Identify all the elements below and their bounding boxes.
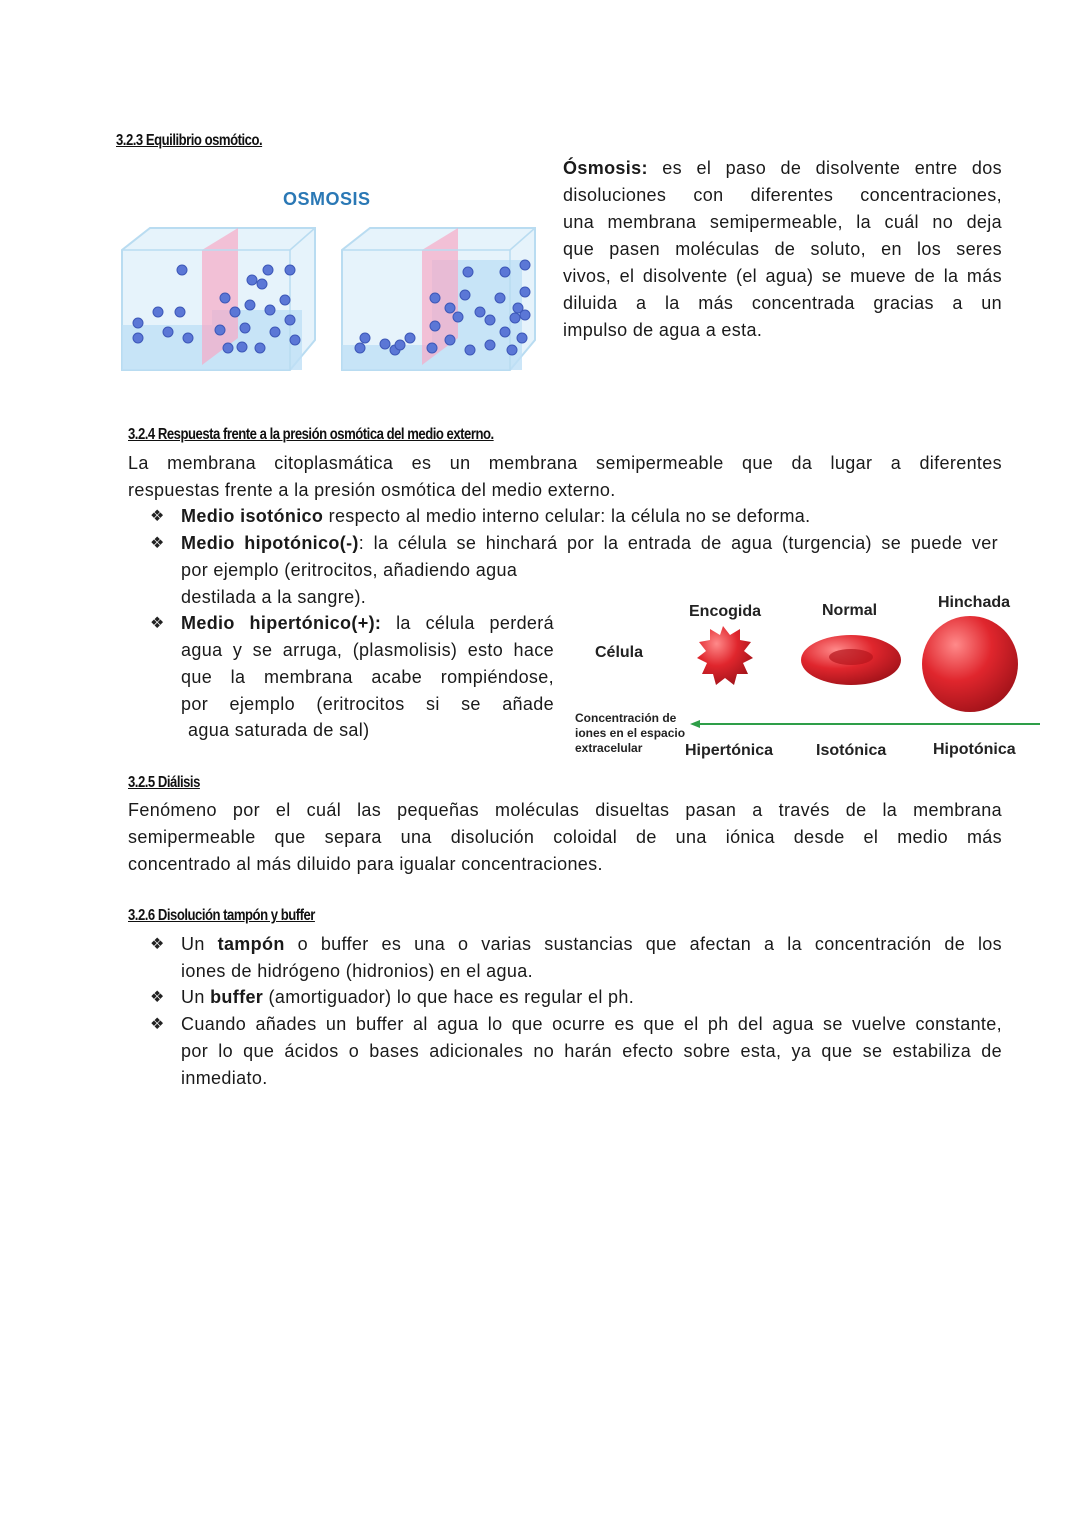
solute-particle — [280, 295, 290, 305]
solute-particle — [445, 335, 455, 345]
bold-term: buffer — [210, 987, 264, 1007]
text-segment: (amortiguador) lo que hace es regular el ph. — [263, 987, 635, 1007]
bullet-line — [188, 717, 369, 744]
solute-particle — [163, 327, 173, 337]
bold-term: tampón — [217, 934, 285, 954]
solute-particle — [475, 307, 485, 317]
text-segment: Un — [181, 987, 211, 1007]
solute-particle — [133, 318, 143, 328]
text-segment: la célula perderá — [381, 613, 554, 633]
solute-particle — [485, 340, 495, 350]
solute-particle — [465, 345, 475, 355]
osmosis-figure-title: OSMOSIS — [283, 189, 371, 209]
solute-particle — [270, 327, 280, 337]
text-segment: por ejemplo (eritrocitos si se añade — [181, 694, 554, 714]
bullet-line — [181, 931, 1002, 958]
text-segment: La membrana citoplasmática es un membrana semipermeable que da lugar a diferentes — [128, 453, 1002, 473]
solute-particle — [223, 343, 233, 353]
solute-particle — [263, 265, 273, 275]
text-segment: o buffer es una o varias sustancias que afectan a la concentración de los — [284, 934, 1003, 954]
text-segment: agua y se arruga, (plasmolisis) esto hace — [181, 640, 554, 660]
text-segment: disoluciones con diferentes concentraciones, — [563, 185, 1002, 205]
text-segment: vivos, el disolvente (el agua) se mueve de la más — [563, 266, 1002, 286]
text-segment: diluida a la más concentrada gracias a un — [563, 293, 1002, 313]
solute-particle — [257, 279, 267, 289]
paragraph-line — [128, 851, 603, 878]
text-segment: inmediato. — [181, 1068, 268, 1088]
axis-label-line: Concentración de — [575, 711, 677, 725]
diamond-bullet-icon: ❖ — [150, 936, 165, 953]
solute-particle — [290, 335, 300, 345]
text-segment: Cuando añades un buffer al agua lo que ocurre es que el ph del agua se vuelve constante, — [181, 1014, 1002, 1034]
solute-particle — [520, 260, 530, 270]
solute-particle — [380, 339, 390, 349]
solute-particle — [517, 333, 527, 343]
paragraph-line — [128, 797, 1002, 824]
text-segment: por ejemplo (eritrocitos, añadiendo agua — [181, 560, 518, 580]
bullet-line — [181, 958, 533, 985]
paragraph-line — [563, 209, 1002, 236]
text-segment: una membrana semipermeable, la cuál no deja — [563, 212, 1002, 232]
solute-particle — [500, 327, 510, 337]
diamond-bullet-icon: ❖ — [150, 508, 165, 525]
text-segment: es el paso de disolvente entre dos — [647, 158, 1002, 178]
solute-particle — [405, 333, 415, 343]
solute-particle — [360, 333, 370, 343]
axis-label-line: iones en el espacio — [575, 726, 686, 740]
paragraph-line — [128, 824, 1002, 851]
text-segment: iones de hidrógeno (hidronios) en el agua. — [181, 961, 533, 981]
paragraph-line — [563, 317, 762, 344]
diamond-bullet-icon: ❖ — [150, 1016, 165, 1033]
text-segment: Un — [181, 934, 218, 954]
solute-particle — [153, 307, 163, 317]
label-isotonic: Isotónica — [816, 742, 887, 759]
bold-term: Medio hipertónico(+): — [181, 613, 382, 633]
solute-particle — [485, 315, 495, 325]
solute-particle — [445, 303, 455, 313]
solute-particle — [220, 293, 230, 303]
osmosis-tank — [122, 228, 315, 370]
axis-label-line: extracelular — [575, 741, 643, 755]
cell-diagram — [570, 605, 1050, 735]
bold-term: Ósmosis: — [563, 158, 648, 178]
solute-particle — [177, 265, 187, 275]
solute-particle — [175, 307, 185, 317]
solute-particle — [215, 325, 225, 335]
bullet-line — [181, 1065, 268, 1092]
text-segment: : la célula se hinchará por la entrada de agua (turgencia) se puede ver — [358, 533, 998, 553]
text-segment: respecto al medio interno celular: la célula no se deforma. — [323, 506, 811, 526]
solute-particle — [520, 287, 530, 297]
osmosis-diagram — [110, 220, 550, 380]
section-heading-3-2-6: 3.2.6 Disolución tampón y buffer — [128, 907, 315, 924]
bullet-line — [181, 637, 554, 664]
label-normal: Normal — [822, 602, 878, 619]
solute-particle — [355, 343, 365, 353]
shrunk-cell-icon — [697, 626, 753, 685]
solute-particle — [230, 307, 240, 317]
text-segment: concentrado al más diluido para igualar concentraciones. — [128, 854, 603, 874]
paragraph-line — [128, 450, 1002, 477]
paragraph-line — [563, 263, 1002, 290]
bullet-line — [181, 1038, 1002, 1065]
bullet-line — [181, 530, 998, 557]
solute-particle — [460, 290, 470, 300]
paragraph-line — [128, 477, 616, 504]
bullet-line — [181, 1011, 1002, 1038]
bullet-line — [181, 610, 554, 637]
bullet-line — [181, 984, 634, 1011]
solute-particle — [255, 343, 265, 353]
text-segment: Fenómeno por el cuál las pequeñas moléculas disueltas pasan a través de la membrana — [128, 800, 1002, 820]
solute-particle — [430, 321, 440, 331]
solute-particle — [237, 342, 247, 352]
bullet-line — [181, 664, 554, 691]
bullet-line — [181, 557, 517, 584]
bullet-line — [181, 691, 554, 718]
label-shrunk: Encogida — [689, 603, 762, 620]
text-segment: que pasen moléculas de soluto, en los seres — [563, 239, 1002, 259]
solute-particle — [247, 275, 257, 285]
diamond-bullet-icon: ❖ — [150, 615, 165, 632]
paragraph-line — [563, 290, 1002, 317]
label-hypertonic: Hipertónica — [685, 742, 774, 759]
solute-particle — [427, 343, 437, 353]
solute-particle — [510, 313, 520, 323]
solute-particle — [285, 315, 295, 325]
diamond-bullet-icon: ❖ — [150, 989, 165, 1006]
osmosis-tank — [342, 228, 535, 370]
solute-particle — [507, 345, 517, 355]
section-heading-3-2-4: 3.2.4 Respuesta frente a la presión osmótica del medio externo. — [128, 426, 494, 443]
solute-particle — [500, 267, 510, 277]
solute-particle — [453, 312, 463, 322]
text-segment: destilada a la sangre). — [181, 587, 367, 607]
label-cell: Célula — [595, 644, 644, 661]
label-hypotonic: Hipotónica — [933, 741, 1016, 758]
solute-particle — [430, 293, 440, 303]
solute-particle — [463, 267, 473, 277]
solute-particle — [395, 340, 405, 350]
text-segment: que la membrana acabe rompiéndose, — [181, 667, 554, 687]
solute-particle — [520, 310, 530, 320]
text-segment: agua saturada de sal) — [188, 720, 370, 740]
solute-particle — [245, 300, 255, 310]
bullet-line — [181, 584, 366, 611]
section-heading-3-2-5: 3.2.5 Diálisis — [128, 774, 200, 791]
bold-term: Medio hipotónico(-) — [181, 533, 359, 553]
solute-particle — [495, 293, 505, 303]
normal-cell-icon — [801, 635, 901, 685]
solute-particle — [240, 323, 250, 333]
label-swollen: Hinchada — [938, 594, 1011, 611]
swollen-cell-icon — [922, 616, 1018, 712]
concentration-arrow — [690, 720, 1040, 728]
text-segment: impulso de agua a esta. — [563, 320, 763, 340]
solute-particle — [285, 265, 295, 275]
bold-term: Medio isotónico — [181, 506, 324, 526]
solute-particle — [183, 333, 193, 343]
text-segment: semipermeable que separa una disolución coloidal de una iónica desde el medio más — [128, 827, 1002, 847]
paragraph-line — [563, 155, 1002, 182]
paragraph-line — [563, 182, 1002, 209]
diamond-bullet-icon: ❖ — [150, 535, 165, 552]
section-heading-3-2-3: 3.2.3 Equilibrio osmótico. — [116, 132, 263, 149]
paragraph-line — [563, 236, 1002, 263]
solute-particle — [133, 333, 143, 343]
solute-particle — [265, 305, 275, 315]
text-segment: por lo que ácidos o bases adicionales no harán efecto sobre esta, ya que se estabiliza de — [181, 1041, 1002, 1061]
text-segment: respuestas frente a la presión osmótica del medio externo. — [128, 480, 616, 500]
bullet-line — [181, 503, 811, 530]
